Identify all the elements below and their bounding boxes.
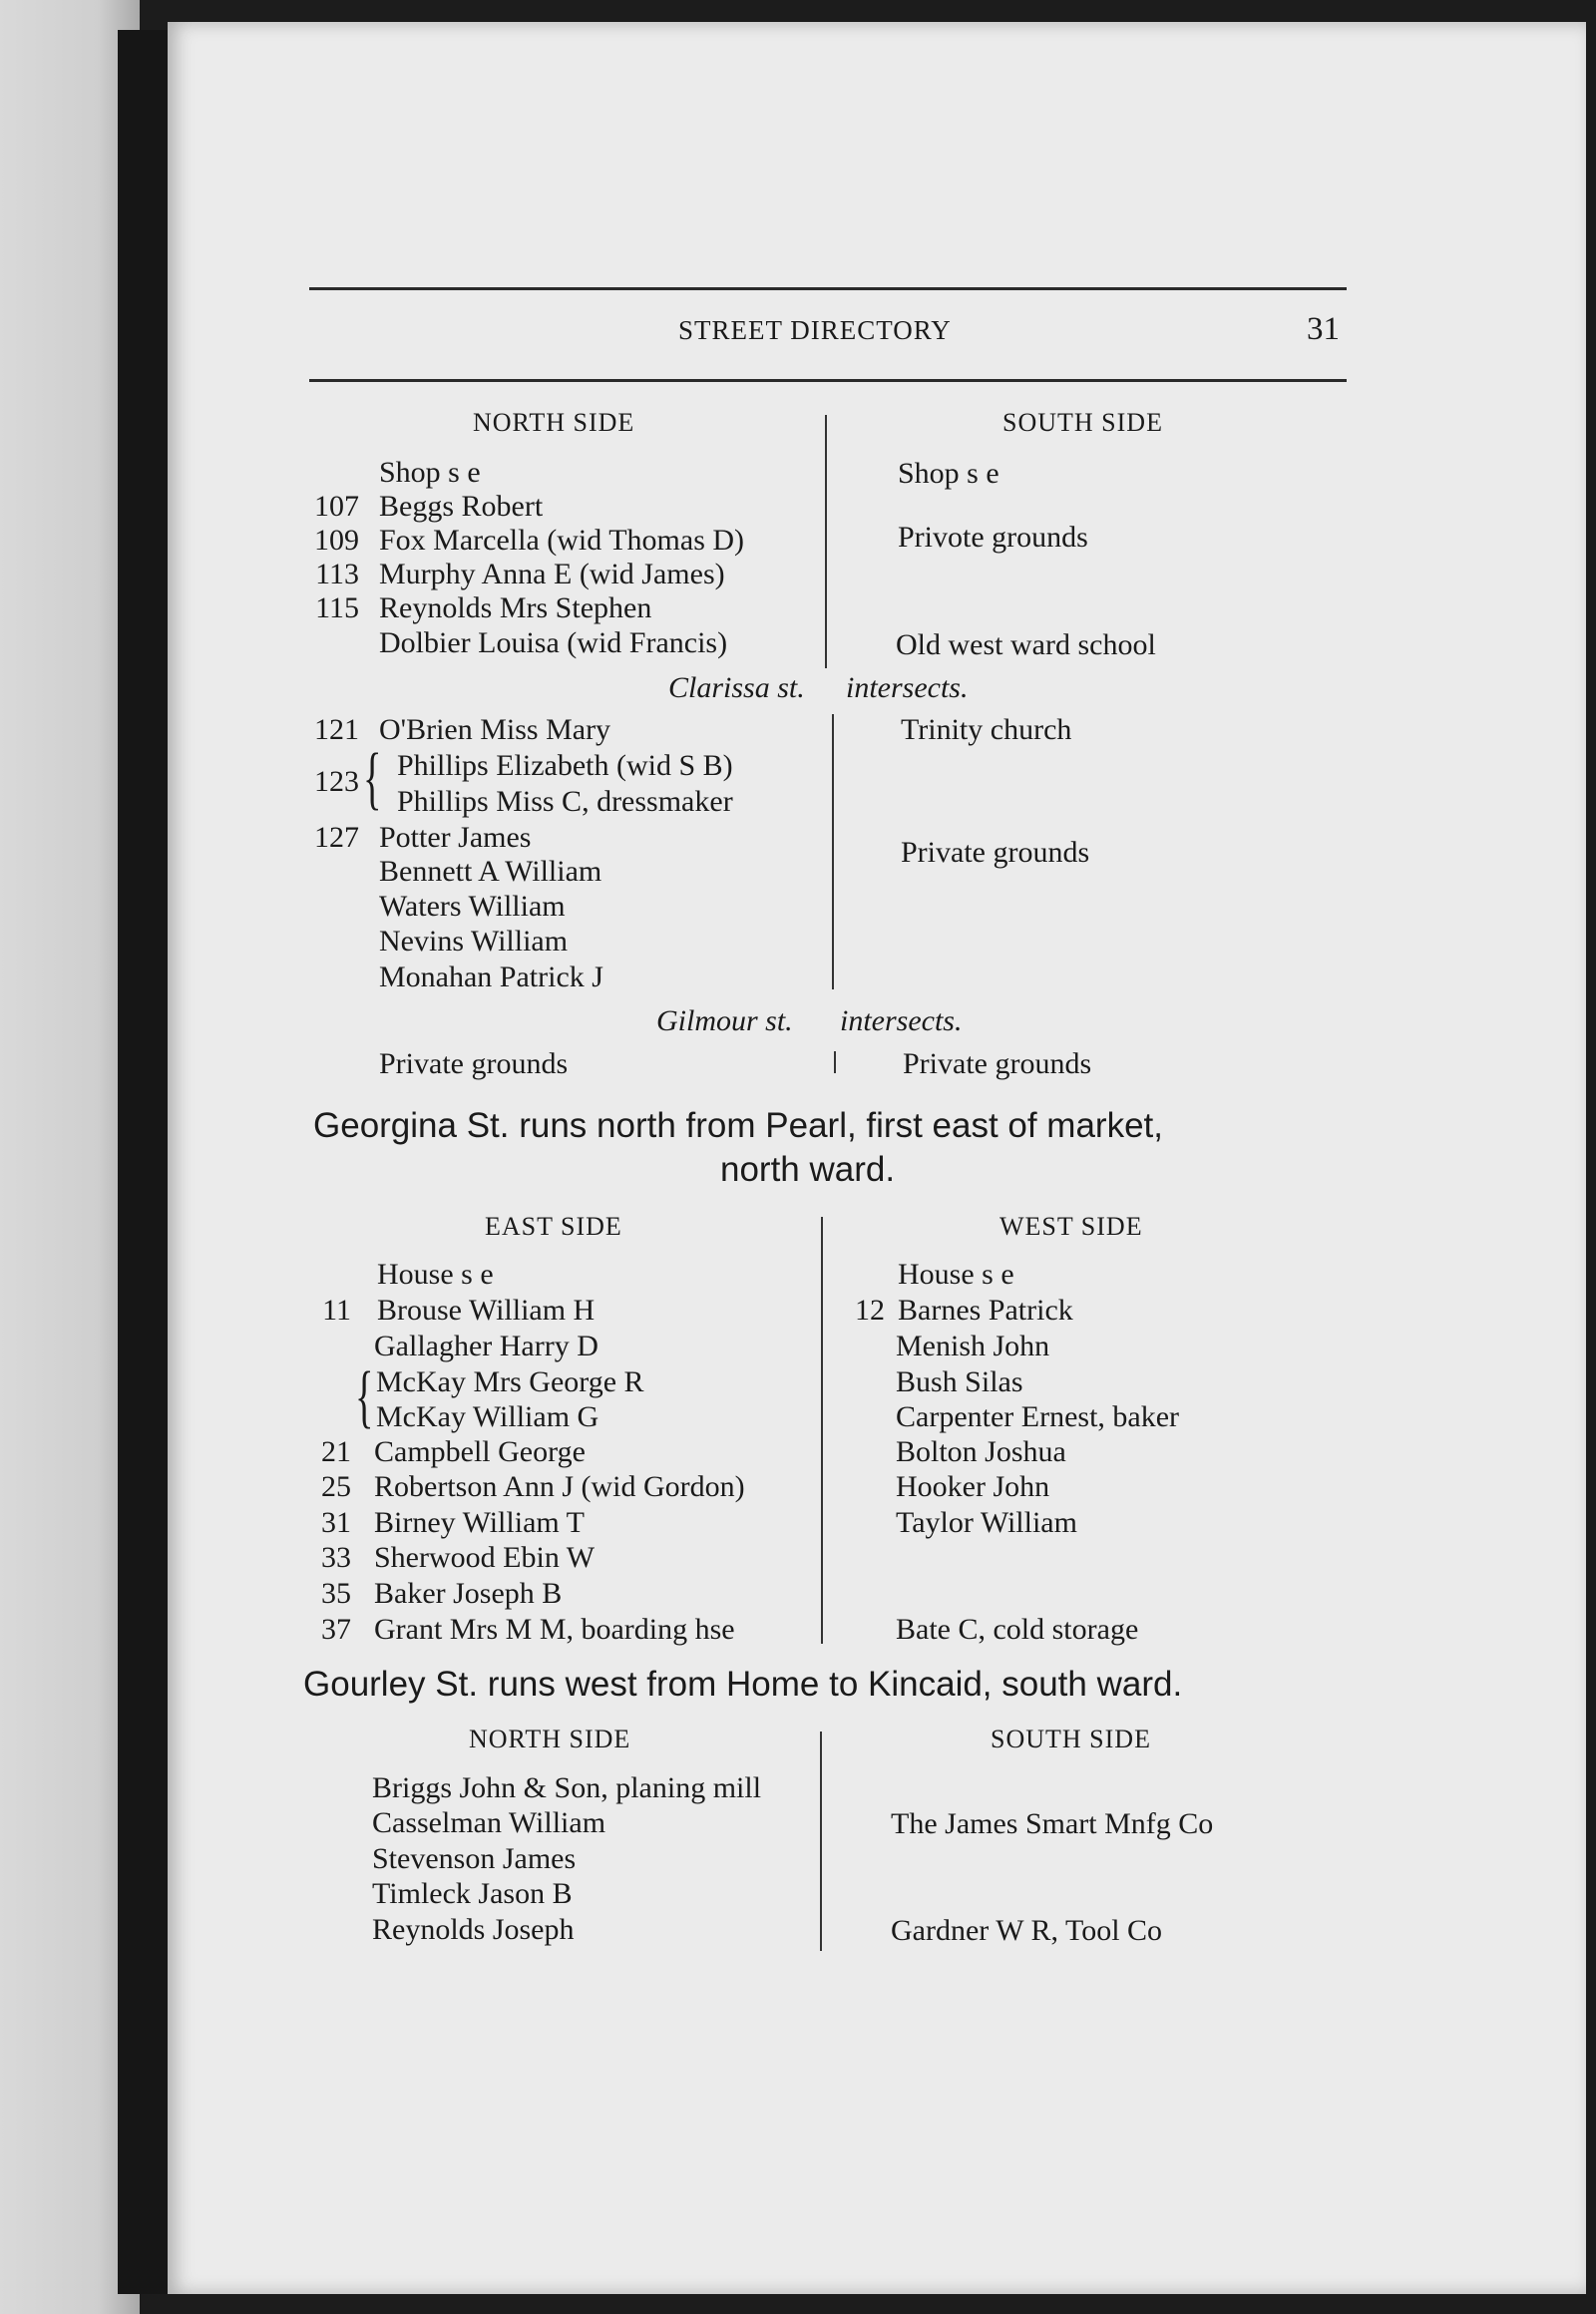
column-heading-south: SOUTH SIDE (1002, 408, 1163, 437)
list-item: Stevenson James (372, 1842, 577, 1875)
list-item: O'Brien Miss Mary (379, 713, 611, 746)
list-item: House s e (377, 1258, 494, 1291)
column-heading-south: SOUTH SIDE (991, 1725, 1151, 1753)
house-number: 25 (321, 1470, 351, 1503)
list-item: Private grounds (901, 836, 1090, 869)
list-item: Barnes Patrick (898, 1294, 1073, 1327)
list-item: Phillips Miss C, dressmaker (397, 785, 733, 818)
list-item: Privote grounds (898, 521, 1088, 554)
list-item: Bush Silas (896, 1365, 1023, 1398)
house-number: 31 (321, 1506, 351, 1539)
street-heading: Gourley St. runs west from Home to Kincaid, south ward. (303, 1665, 1183, 1704)
list-item: House s e (898, 1258, 1014, 1291)
list-item: Bate C, cold storage (896, 1613, 1139, 1646)
street-heading: Georgina St. runs north from Pearl, first east of market, (313, 1106, 1163, 1145)
column-heading-west: WEST SIDE (999, 1212, 1143, 1241)
list-item: Bennett A William (379, 855, 602, 888)
list-item: Campbell George (374, 1435, 586, 1468)
list-item: Murphy Anna E (wid James) (379, 558, 725, 590)
intersection-label: intersects. (840, 1004, 963, 1037)
house-number: 37 (321, 1613, 351, 1646)
list-item: The James Smart Mnfg Co (891, 1807, 1214, 1840)
house-number: 11 (322, 1294, 351, 1327)
list-item: Private grounds (903, 1047, 1092, 1080)
house-number: 12 (855, 1294, 885, 1327)
brace-glyph: { (363, 740, 382, 817)
list-item: Dolbier Louisa (wid Francis) (379, 626, 728, 659)
intersection-street: Clarissa st. (668, 671, 805, 704)
list-item: Hooker John (896, 1470, 1050, 1503)
house-number: 35 (321, 1577, 351, 1610)
house-number: 113 (315, 558, 359, 590)
column-heading-north: NORTH SIDE (473, 408, 635, 437)
house-number: 21 (321, 1435, 351, 1468)
list-item: Grant Mrs M M, boarding hse (374, 1613, 735, 1646)
intersection-street: Gilmour st. (656, 1004, 793, 1037)
header-top-rule (309, 287, 1347, 290)
intersection-label: intersects. (846, 671, 969, 704)
column-divider (820, 1732, 822, 1951)
header-bottom-rule (309, 379, 1347, 382)
list-item: Gardner W R, Tool Co (891, 1914, 1163, 1947)
list-item: Shop s e (898, 457, 999, 490)
list-item: Bolton Joshua (896, 1435, 1066, 1468)
list-item: Brouse William H (377, 1294, 596, 1327)
list-item: Taylor William (896, 1506, 1077, 1539)
house-number: 115 (315, 591, 359, 624)
house-number: 109 (314, 524, 359, 557)
list-item: Fox Marcella (wid Thomas D) (379, 524, 745, 557)
list-item: McKay William G (376, 1400, 599, 1433)
list-item: Private grounds (379, 1047, 569, 1080)
list-item: Reynolds Mrs Stephen (379, 591, 652, 624)
list-item: Briggs John & Son, planing mill (372, 1771, 762, 1804)
list-item: Beggs Robert (379, 490, 544, 523)
list-item: Trinity church (901, 713, 1072, 746)
column-divider (825, 415, 827, 668)
list-item: Waters William (379, 890, 566, 923)
house-number: 107 (314, 490, 359, 523)
page-number: 31 (1307, 311, 1340, 347)
list-item: Gallagher Harry D (374, 1330, 598, 1362)
list-item: Monahan Patrick J (379, 961, 603, 993)
house-number: 33 (321, 1541, 351, 1574)
list-item: Robertson Ann J (wid Gordon) (374, 1470, 745, 1503)
column-heading-east: EAST SIDE (485, 1212, 622, 1241)
list-item: Timleck Jason B (372, 1877, 573, 1910)
house-number: 123 (314, 765, 359, 798)
brace-glyph: { (355, 1358, 374, 1435)
list-item: Birney William T (374, 1506, 585, 1539)
running-head: STREET DIRECTORY (678, 315, 952, 345)
list-item: Shop s e (379, 456, 481, 489)
list-item: Menish John (896, 1330, 1050, 1362)
book-spine-shadow (118, 30, 170, 2294)
list-item: McKay Mrs George R (376, 1365, 644, 1398)
list-item: Old west ward school (896, 628, 1156, 661)
street-heading-cont: north ward. (720, 1150, 896, 1189)
list-item: Casselman William (372, 1806, 606, 1839)
column-divider (821, 1217, 823, 1644)
column-heading-north: NORTH SIDE (469, 1725, 631, 1753)
column-divider (834, 1051, 836, 1073)
list-item: Reynolds Joseph (372, 1913, 575, 1946)
list-item: Carpenter Ernest, baker (896, 1400, 1180, 1433)
house-number: 121 (314, 713, 359, 746)
house-number: 127 (314, 821, 359, 854)
list-item: Baker Joseph B (374, 1577, 563, 1610)
column-divider (832, 714, 834, 989)
list-item: Sherwood Ebin W (374, 1541, 596, 1574)
list-item: Nevins William (379, 925, 569, 958)
list-item: Potter James (379, 821, 532, 854)
list-item: Phillips Elizabeth (wid S B) (397, 749, 733, 782)
